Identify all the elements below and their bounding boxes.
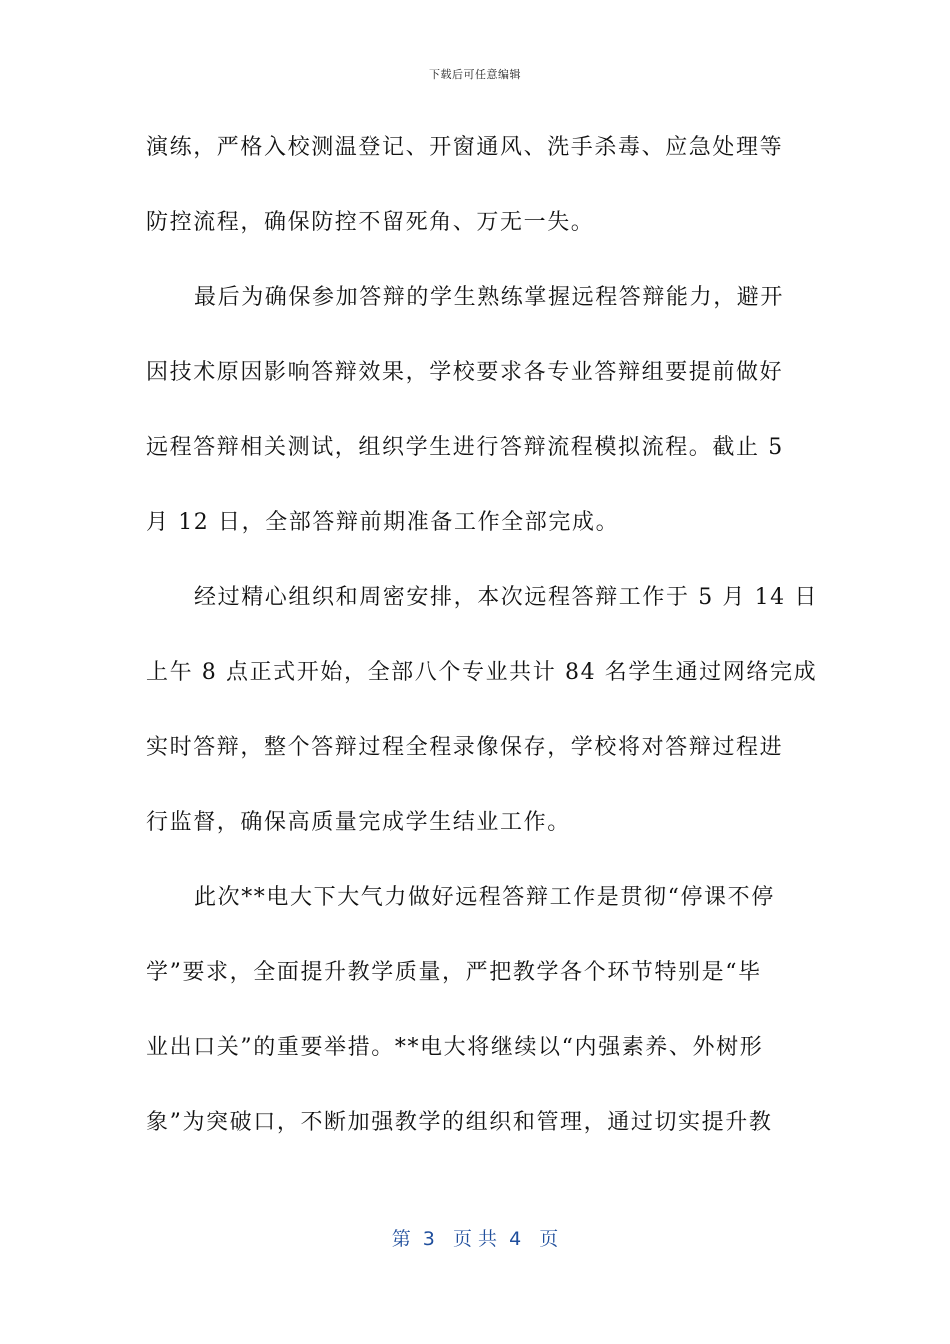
text-line: 因技术原因影响答辩效果，学校要求各专业答辩组要提前做好 — [146, 360, 784, 385]
page-number-footer: 第 3 页 共 4 页 — [391, 1228, 559, 1250]
text-line: 业出口关”的重要举措。**电大将继续以“内强素养、外树形 — [146, 1035, 764, 1060]
paragraph-start-line: 最后为确保参加答辩的学生熟练掌握远程答辩能力，避开 — [194, 285, 785, 310]
text-line: 学”要求，全面提升教学质量，严把教学各个环节特别是“毕 — [146, 960, 762, 985]
text-line: 防控流程，确保防控不留死角、万无一失。 — [146, 210, 595, 235]
text-line: 上午 8 点正式开始，全部八个专业共计 84 名学生通过网络完成 — [146, 660, 818, 685]
text-line: 行监督，确保高质量完成学生结业工作。 — [146, 810, 571, 835]
text-line: 远程答辩相关测试，组织学生进行答辩流程模拟流程。截止 5 — [146, 435, 784, 460]
text-line: 象”为突破口，不断加强教学的组织和管理，通过切实提升教 — [146, 1110, 773, 1135]
paragraph-start-line: 此次**电大下大气力做好远程答辩工作是贯彻“停课不停 — [194, 885, 775, 910]
text-line: 演练，严格入校测温登记、开窗通风、洗手杀毒、应急处理等 — [146, 135, 784, 160]
download-note: 下载后可任意编辑 — [429, 68, 521, 81]
paragraph-start-line: 经过精心组织和周密安排，本次远程答辩工作于 5 月 14 日 — [194, 585, 818, 610]
document-body — [146, 110, 818, 1160]
text-line: 月 12 日，全部答辩前期准备工作全部完成。 — [146, 510, 620, 535]
text-line: 实时答辩，整个答辩过程全程录像保存，学校将对答辩过程进 — [146, 735, 784, 760]
